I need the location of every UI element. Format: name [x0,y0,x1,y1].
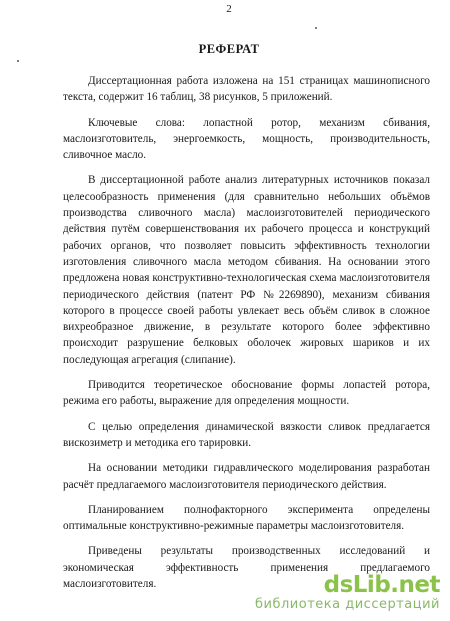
scan-speck [315,27,317,29]
paragraph-results: Приведены результаты производственных исследований и экономическая эффективность применения предлагаемого маслоизготовителя. [63,545,430,591]
paragraph-modeling: На основании методики гидравлического моделирования разработан расчёт предлагаемого маслоизготовителя периодического действия. [63,462,430,491]
paragraph-analysis: В диссертационной работе анализ литературных источников показал целесообразность применения (для сравнительно небольших объёмов производства сливочного масла) маслоизготовителей периодического действия путём совершенствования их рабочего процесса и конструкций рабочих органов, что позволяет повысить эффективность технологии изготовления сливочного масла методом сбивания. На основании этого предложена новая конструктивно-технологическая схема маслоизготовителя периодического действия (патент РФ №2269890), механизм сбивания которого в процессе своей работы увлекает весь объём сливок в сложное вихреобразное движение, в результате которого более эффективно происходит разрушение белковых оболочек жировых шариков и их последующая агрегация (слипание). [63,174,430,366]
watermark-logo: dsLib.net [323,572,440,598]
abstract-body [63,73,430,592]
scan-speck [17,60,19,62]
paragraph-summary: Диссертационная работа изложена на 151 страницах машинописного текста, содержит 16 таблиц, 38 рисунков, 5 приложений. [63,75,430,104]
document-title: РЕФЕРАТ [198,42,260,56]
watermark-subtitle: библиотека диссертаций [255,597,440,612]
paragraph-experiment: Планированием полнофакторного эксперимента определены оптимальные конструктивно-режимные параметры маслоизготовителя. [63,503,430,533]
paragraph-theory: Приводится теоретическое обоснование формы лопастей ротора, режима его работы, выражение для определения мощности. [63,379,430,408]
dslib-watermark [255,573,440,613]
paragraph-keywords: Ключевые слова: лопастной ротор, механизм сбивания, маслоизготовитель, энергоемкость, мощность, производительность, сливочное масло. [63,116,430,162]
page-number: 2 [226,3,232,15]
paragraph-viscometer: С целью определения динамической вязкости сливок предлагается вискозиметр и методика его тарировки. [63,420,430,449]
